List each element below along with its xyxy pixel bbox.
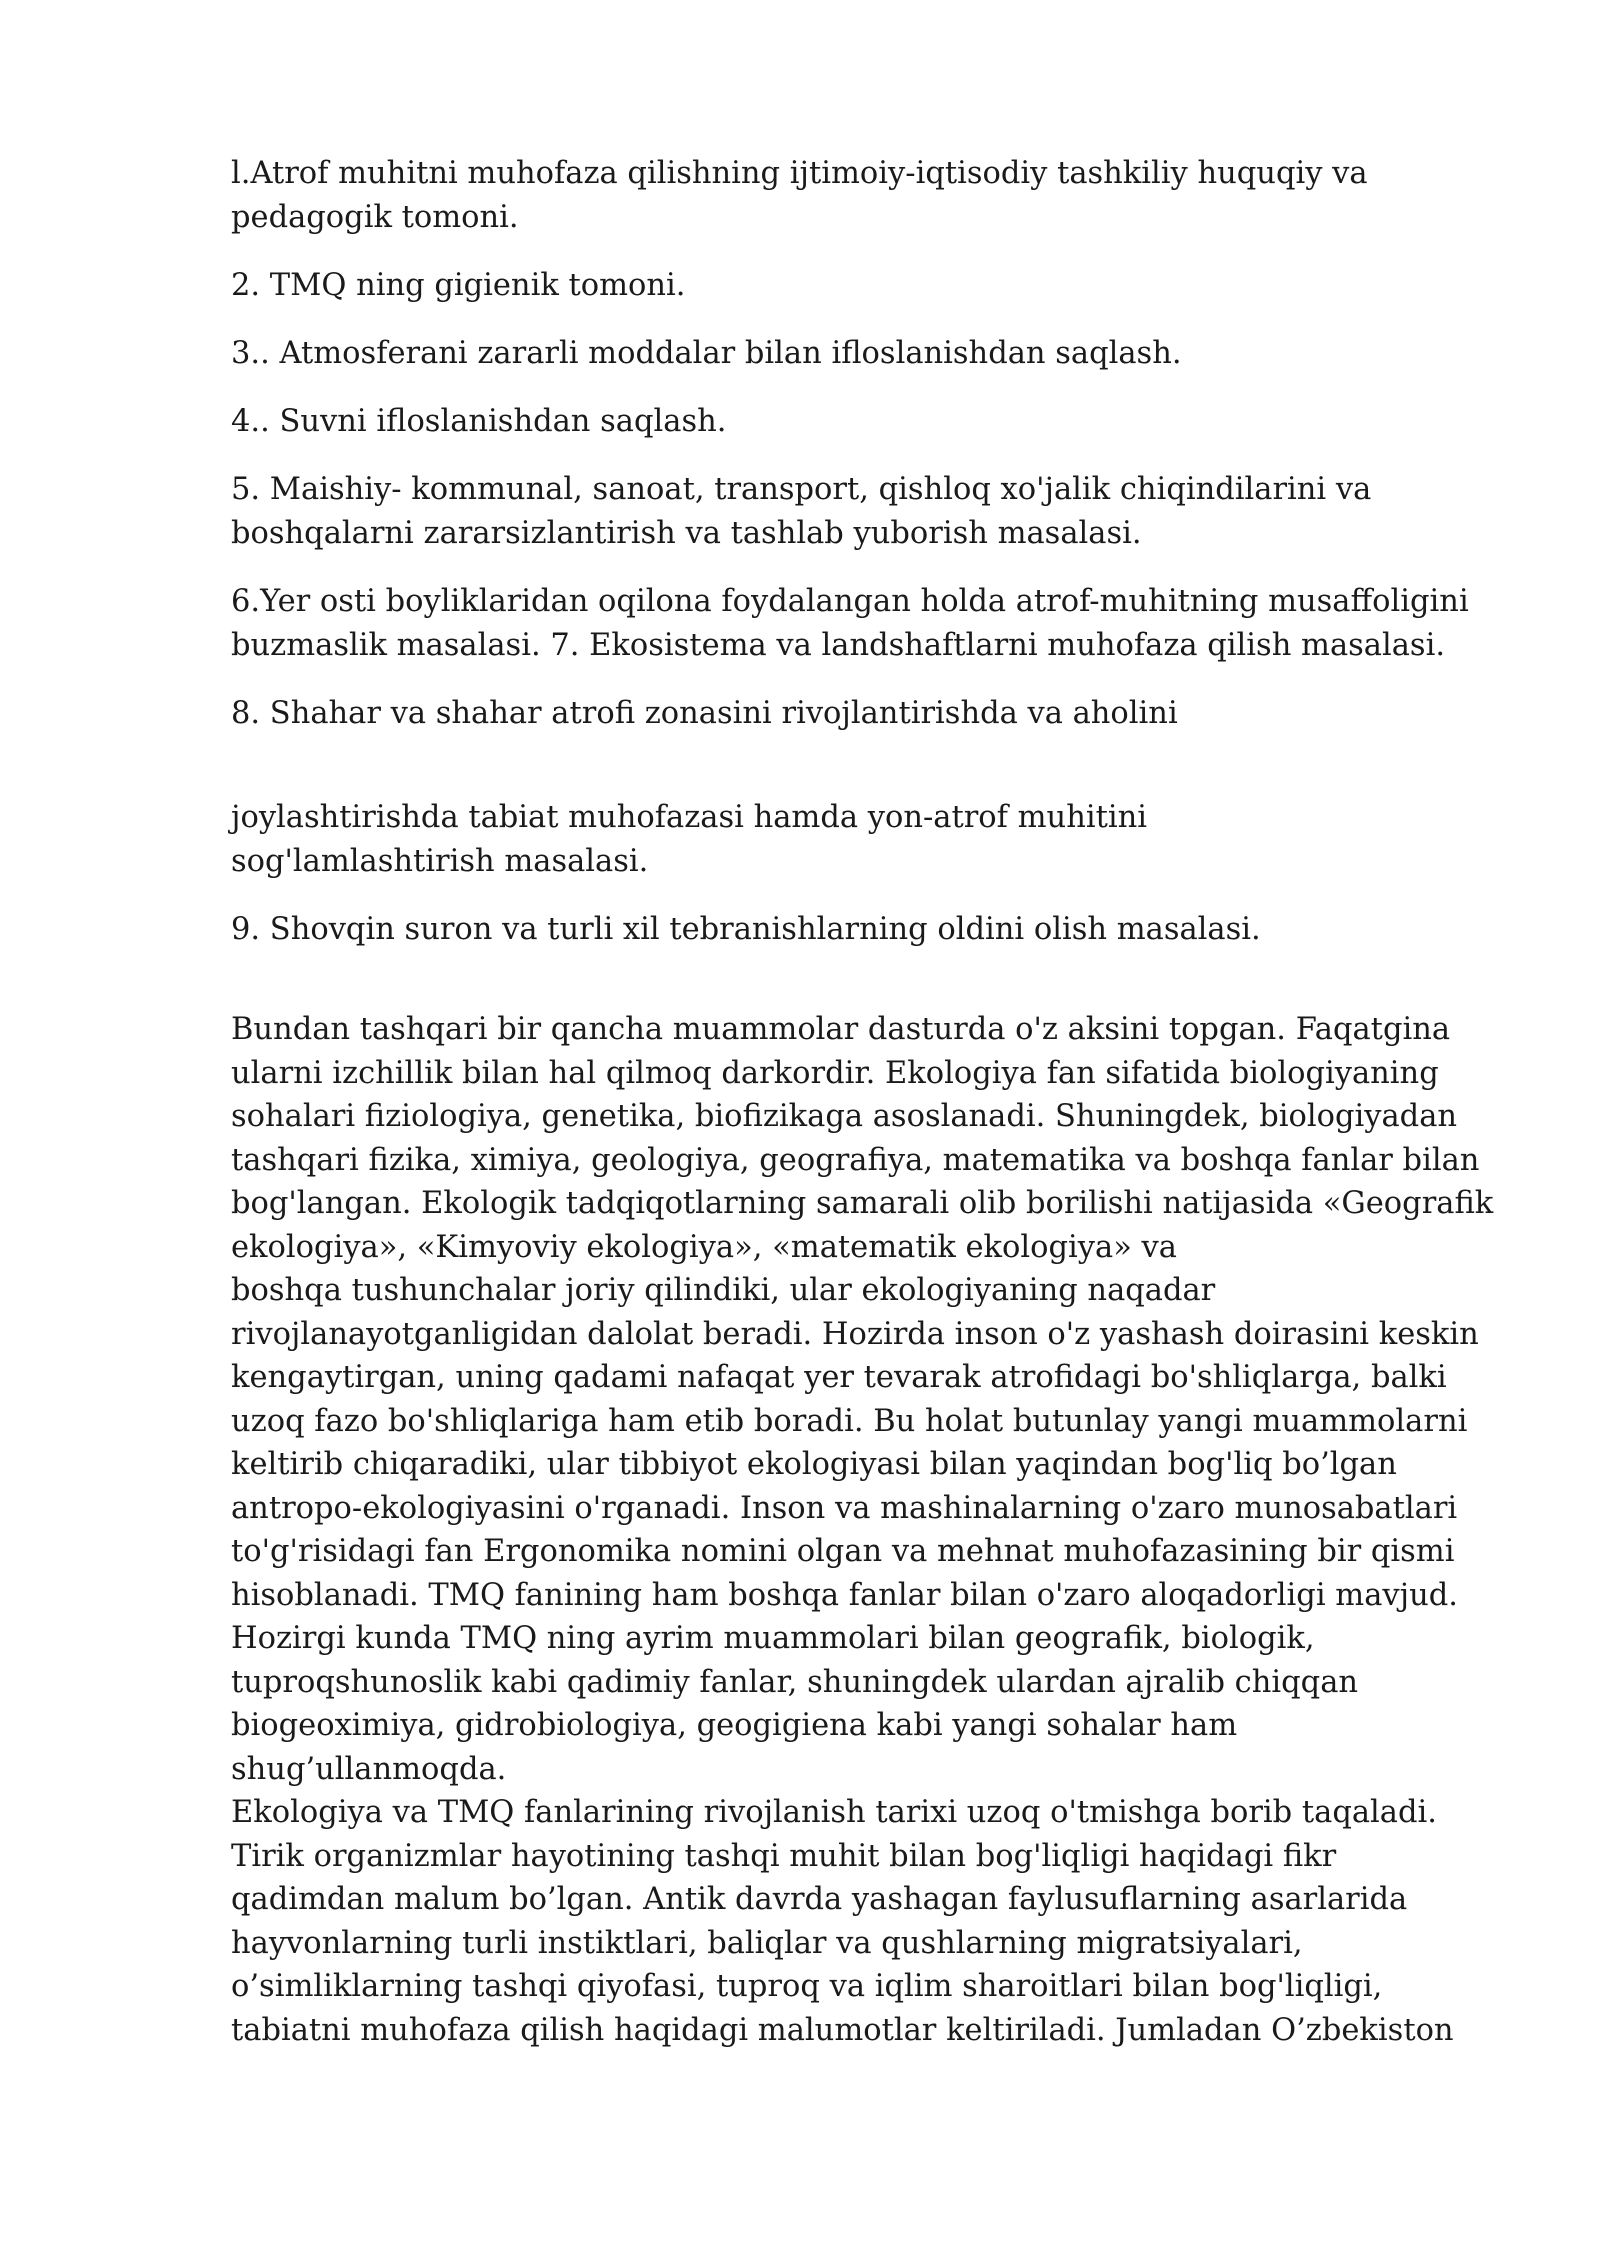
list-item-line: 8. Shahar va shahar atrofi zonasini rivojlantirishda va aholini bbox=[231, 696, 1178, 731]
body-line: hisoblanadi. TMQ fanining ham boshqa fanlar bilan o'zaro aloqadorligi mavjud. bbox=[231, 1577, 1458, 1613]
body-line: boshqa tushunchalar joriy qilindiki, ular ekologiyaning naqadar bbox=[231, 1273, 1216, 1308]
body-line: to'g'risidagi fan Ergonomika nomini olgan va mehnat muhofazasining bir qismi bbox=[231, 1534, 1455, 1569]
list-item bbox=[231, 152, 1491, 240]
body-line: bog'langan. Ekologik tadqiqotlarning samarali olib borilishi natijasida «Geografik bbox=[231, 1186, 1494, 1221]
list-item-line: sog'lamlashtirish masalasi. bbox=[231, 844, 649, 879]
body-line: Tirik organizmlar hayotining tashqi muhit bilan bog'liqligi haqidagi fikr bbox=[231, 1838, 1337, 1874]
list-item-line: joylashtirishda tabiat muhofazasi hamda yon-atrof muhitini bbox=[231, 800, 1148, 835]
document-page bbox=[231, 152, 1494, 2052]
list-item-line: 2. TMQ ning gigienik tomoni. bbox=[231, 268, 686, 303]
list-item-line: 4.. Suvni ifloslanishdan saqlash. bbox=[231, 404, 727, 439]
body-line: tabiatni muhofaza qilish haqidagi malumotlar keltiriladi. Jumladan O’zbekiston bbox=[231, 2012, 1454, 2048]
body-line: rivojlanayotganligidan dalolat beradi. Hozirda inson o'z yashash doirasini keskin bbox=[231, 1316, 1479, 1352]
list-item-line: 6.Yer osti boyliklaridan oqilona foydalangan holda atrof-muhitning musaffoligini bbox=[231, 584, 1469, 619]
body-line: Hozirgi kunda TMQ ning ayrim muammolari bilan geografik, biologik, bbox=[231, 1621, 1315, 1656]
list-item-line: buzmaslik masalasi. 7. Ekosistema va landshaftlarni muhofaza qilish masalasi. bbox=[231, 628, 1446, 663]
body-line: kengaytirgan, uning qadami nafaqat yer tevarak atrofidagi bo'shliqlarga, balki bbox=[231, 1360, 1447, 1395]
body-line: hayvonlarning turli instiktlari, baliqlar va qushlarning migratsiyalari, bbox=[231, 1925, 1303, 1961]
body-paragraph bbox=[231, 1008, 1494, 2052]
numbered-list bbox=[231, 152, 1491, 952]
body-line: qadimdan malum bo’lgan. Antik davrda yashagan faylusuflarning asarlarida bbox=[231, 1882, 1408, 1917]
body-line: ekologiya», «Kimyoviy ekologiya», «matematik ekologiya» va bbox=[231, 1229, 1177, 1265]
list-item-line: boshqalarni zararsizlantirish va tashlab yuborish masalasi. bbox=[231, 516, 1142, 551]
list-item bbox=[231, 264, 1491, 308]
list-item bbox=[231, 692, 1491, 736]
body-line: tuproqshunoslik kabi qadimiy fanlar, shuningdek ulardan ajralib chiqqan bbox=[231, 1664, 1359, 1700]
body-line: keltirib chiqaradiki, ular tibbiyot ekologiyasi bilan yaqindan bog'liq bo’lgan bbox=[231, 1447, 1397, 1482]
list-item bbox=[231, 796, 1491, 884]
blank-gap bbox=[231, 736, 1491, 796]
list-item-line: 9. Shovqin suron va turli xil tebranishlarning oldini olish masalasi. bbox=[231, 912, 1261, 947]
list-item bbox=[231, 580, 1491, 668]
list-item-line: 3.. Atmosferani zararli moddalar bilan ifloslanishdan saqlash. bbox=[231, 336, 1182, 371]
list-item bbox=[231, 468, 1491, 556]
body-line: antropo-ekologiyasini o'rganadi. Inson va mashinalarning o'zaro munosabatlari bbox=[231, 1490, 1458, 1526]
list-item-line: 5. Maishiy- kommunal, sanoat, transport, qishloq xo'jalik chiqindilarini va bbox=[231, 472, 1372, 507]
list-item bbox=[231, 332, 1491, 376]
body-line: shug’ullanmoqda. bbox=[231, 1751, 507, 1787]
body-line: sohalari fiziologiya, genetika, biofizikaga asoslanadi. Shuningdek, biologiyadan bbox=[231, 1099, 1458, 1134]
body-line: Bundan tashqari bir qancha muammolar dasturda o'z aksini topgan. Faqatgina bbox=[231, 1012, 1451, 1047]
body-line: Ekologiya va TMQ fanlarining rivojlanish tarixi uzoq o'tmishga borib taqaladi. bbox=[231, 1795, 1437, 1830]
blank-gap bbox=[231, 952, 1491, 1008]
body-line: biogeoximiya, gidrobiologiya, geogigiena kabi yangi sohalar ham bbox=[231, 1708, 1238, 1743]
list-item-line: pedagogik tomoni. bbox=[231, 200, 519, 235]
list-item-line: l.Atrof muhitni muhofaza qilishning ijtimoiy-iqtisodiy tashkiliy huquqiy va bbox=[231, 156, 1368, 191]
body-line: o’simliklarning tashqi qiyofasi, tuproq va iqlim sharoitlari bilan bog'liqligi, bbox=[231, 1969, 1383, 2004]
body-line: tashqari fizika, ximiya, geologiya, geografiya, matematika va boshqa fanlar bilan bbox=[231, 1142, 1480, 1178]
body-line: ularni izchillik bilan hal qilmoq darkordir. Ekologiya fan sifatida biologiyaning bbox=[231, 1055, 1439, 1091]
body-line: uzoq fazo bo'shliqlariga ham etib boradi. Bu holat butunlay yangi muammolarni bbox=[231, 1403, 1468, 1439]
list-item bbox=[231, 400, 1491, 444]
list-item bbox=[231, 908, 1491, 952]
